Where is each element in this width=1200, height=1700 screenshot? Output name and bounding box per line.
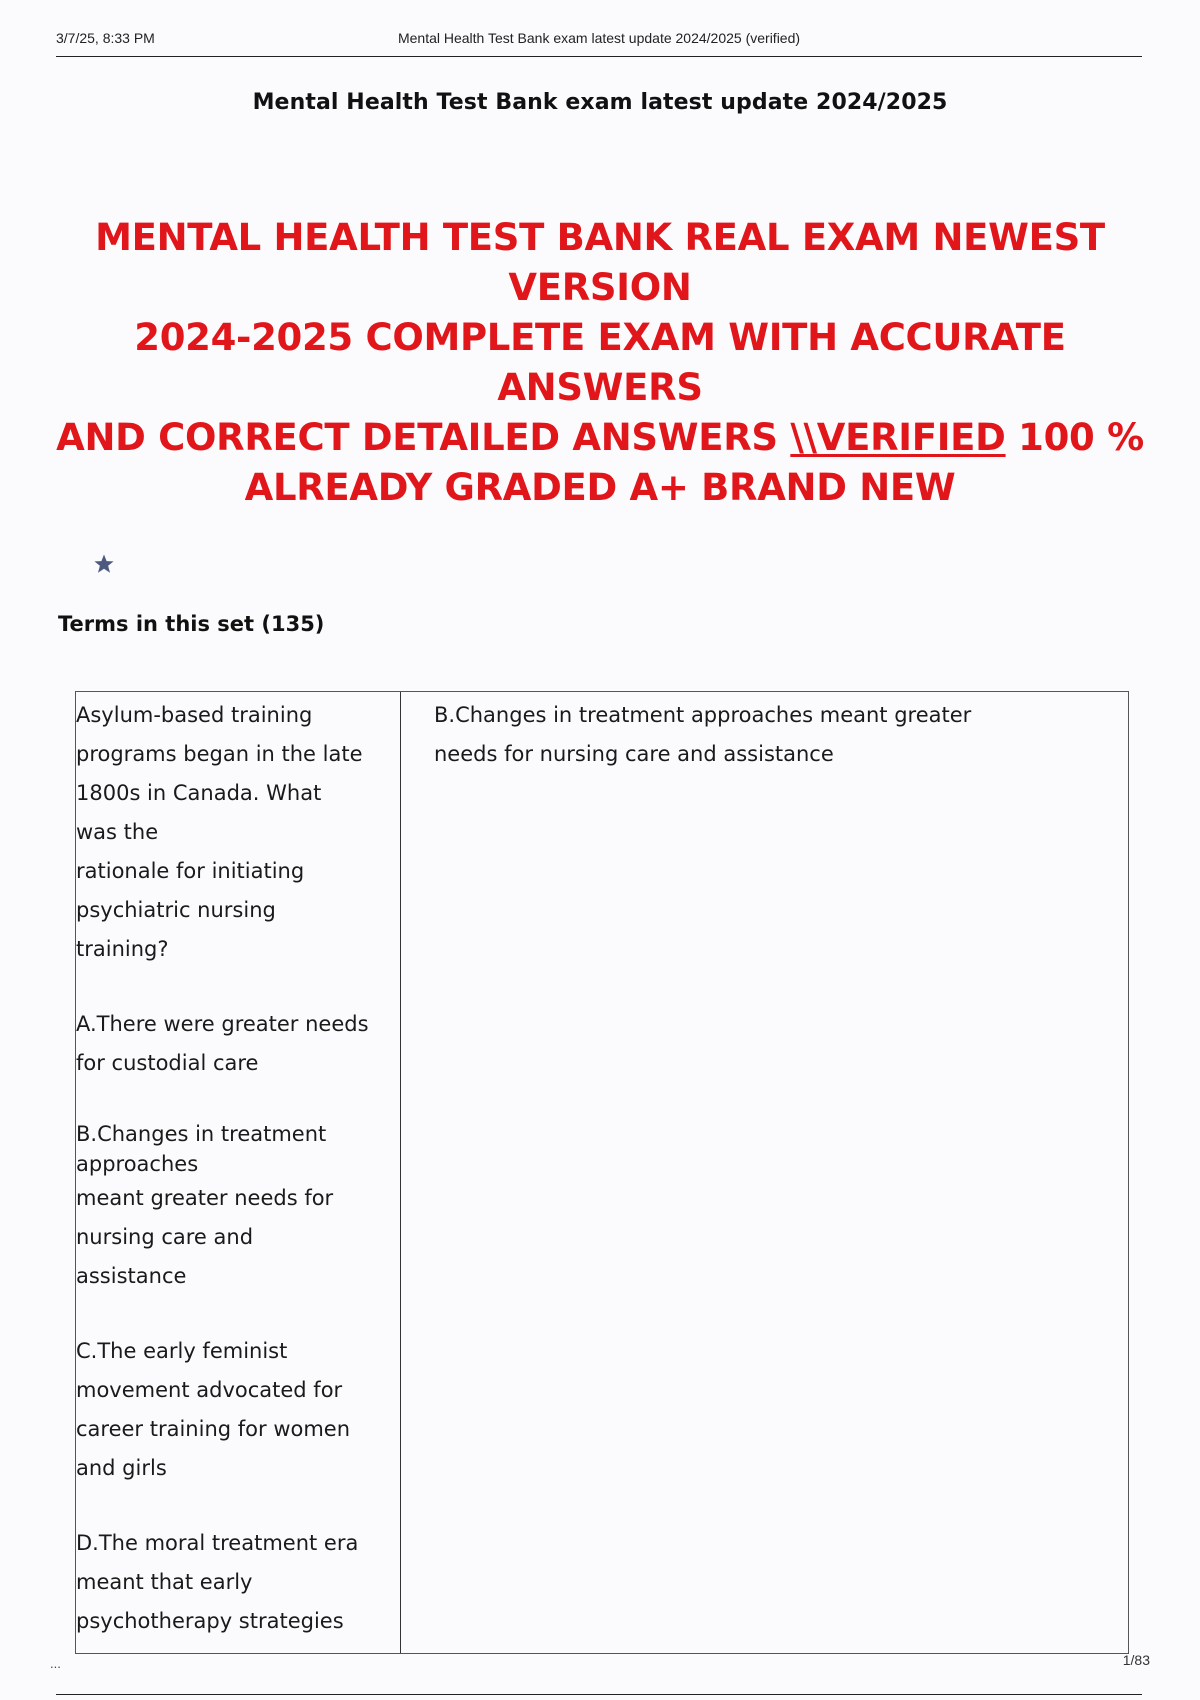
option-line: for custodial care <box>76 1051 259 1075</box>
option-line: approaches <box>76 1152 199 1176</box>
answer-line: needs for nursing care and assistance <box>434 742 834 766</box>
question-line: rationale for initiating <box>76 859 305 883</box>
footer-ellipsis: ... <box>50 1656 61 1671</box>
option-line: D.The moral treatment era <box>76 1531 359 1555</box>
option-line: and girls <box>76 1456 167 1480</box>
print-title: Mental Health Test Bank exam latest update 2024/2025 (verified) <box>397 30 801 46</box>
term-card-table <box>75 691 1129 1654</box>
option-line: C.The early feminist <box>76 1339 288 1363</box>
document-title: Mental Health Test Bank exam latest update 2024/2025 <box>252 90 948 115</box>
option-line: assistance <box>76 1264 187 1288</box>
star-icon[interactable] <box>92 552 116 576</box>
headline-text: AND CORRECT DETAILED ANSWERS <box>56 416 791 459</box>
term-question-cell <box>76 692 401 1653</box>
headline-text: 100 % <box>1005 416 1144 459</box>
term-answer-cell <box>401 692 1128 1653</box>
option-line: A.There were greater needs <box>76 1012 369 1036</box>
headline-line <box>50 413 1150 463</box>
question-line: 1800s in Canada. What <box>76 781 322 805</box>
terms-heading: Terms in this set (135) <box>58 612 325 636</box>
footer-rule <box>56 1694 1142 1695</box>
option-line: meant that early <box>76 1570 253 1594</box>
page-number: 1/83 <box>1122 1652 1150 1668</box>
option-line: career training for women <box>76 1417 351 1441</box>
answer-line: B.Changes in treatment approaches meant greater <box>434 703 972 727</box>
print-header <box>56 30 1142 58</box>
headline <box>50 213 1150 513</box>
print-date: 3/7/25, 8:33 PM <box>56 30 155 46</box>
header-rule <box>56 56 1142 57</box>
question-line: was the <box>76 820 159 844</box>
headline-line: MENTAL HEALTH TEST BANK REAL EXAM NEWEST VERSION <box>95 216 1105 309</box>
option-line: B.Changes in treatment <box>76 1122 327 1146</box>
verified-underlined-text: \\VERIFIED <box>790 416 1006 459</box>
option-line: movement advocated for <box>76 1378 343 1402</box>
question-line: programs began in the late <box>76 742 363 766</box>
question-line: training? <box>76 937 169 961</box>
option-line: meant greater needs for <box>76 1186 334 1210</box>
headline-line: 2024-2025 COMPLETE EXAM WITH ACCURATE ANSWERS <box>134 316 1066 409</box>
question-line: Asylum-based training <box>76 703 313 727</box>
option-line: psychotherapy strategies <box>76 1609 344 1633</box>
question-line: psychiatric nursing <box>76 898 276 922</box>
headline-line: ALREADY GRADED A+ BRAND NEW <box>244 466 956 509</box>
option-line: nursing care and <box>76 1225 254 1249</box>
